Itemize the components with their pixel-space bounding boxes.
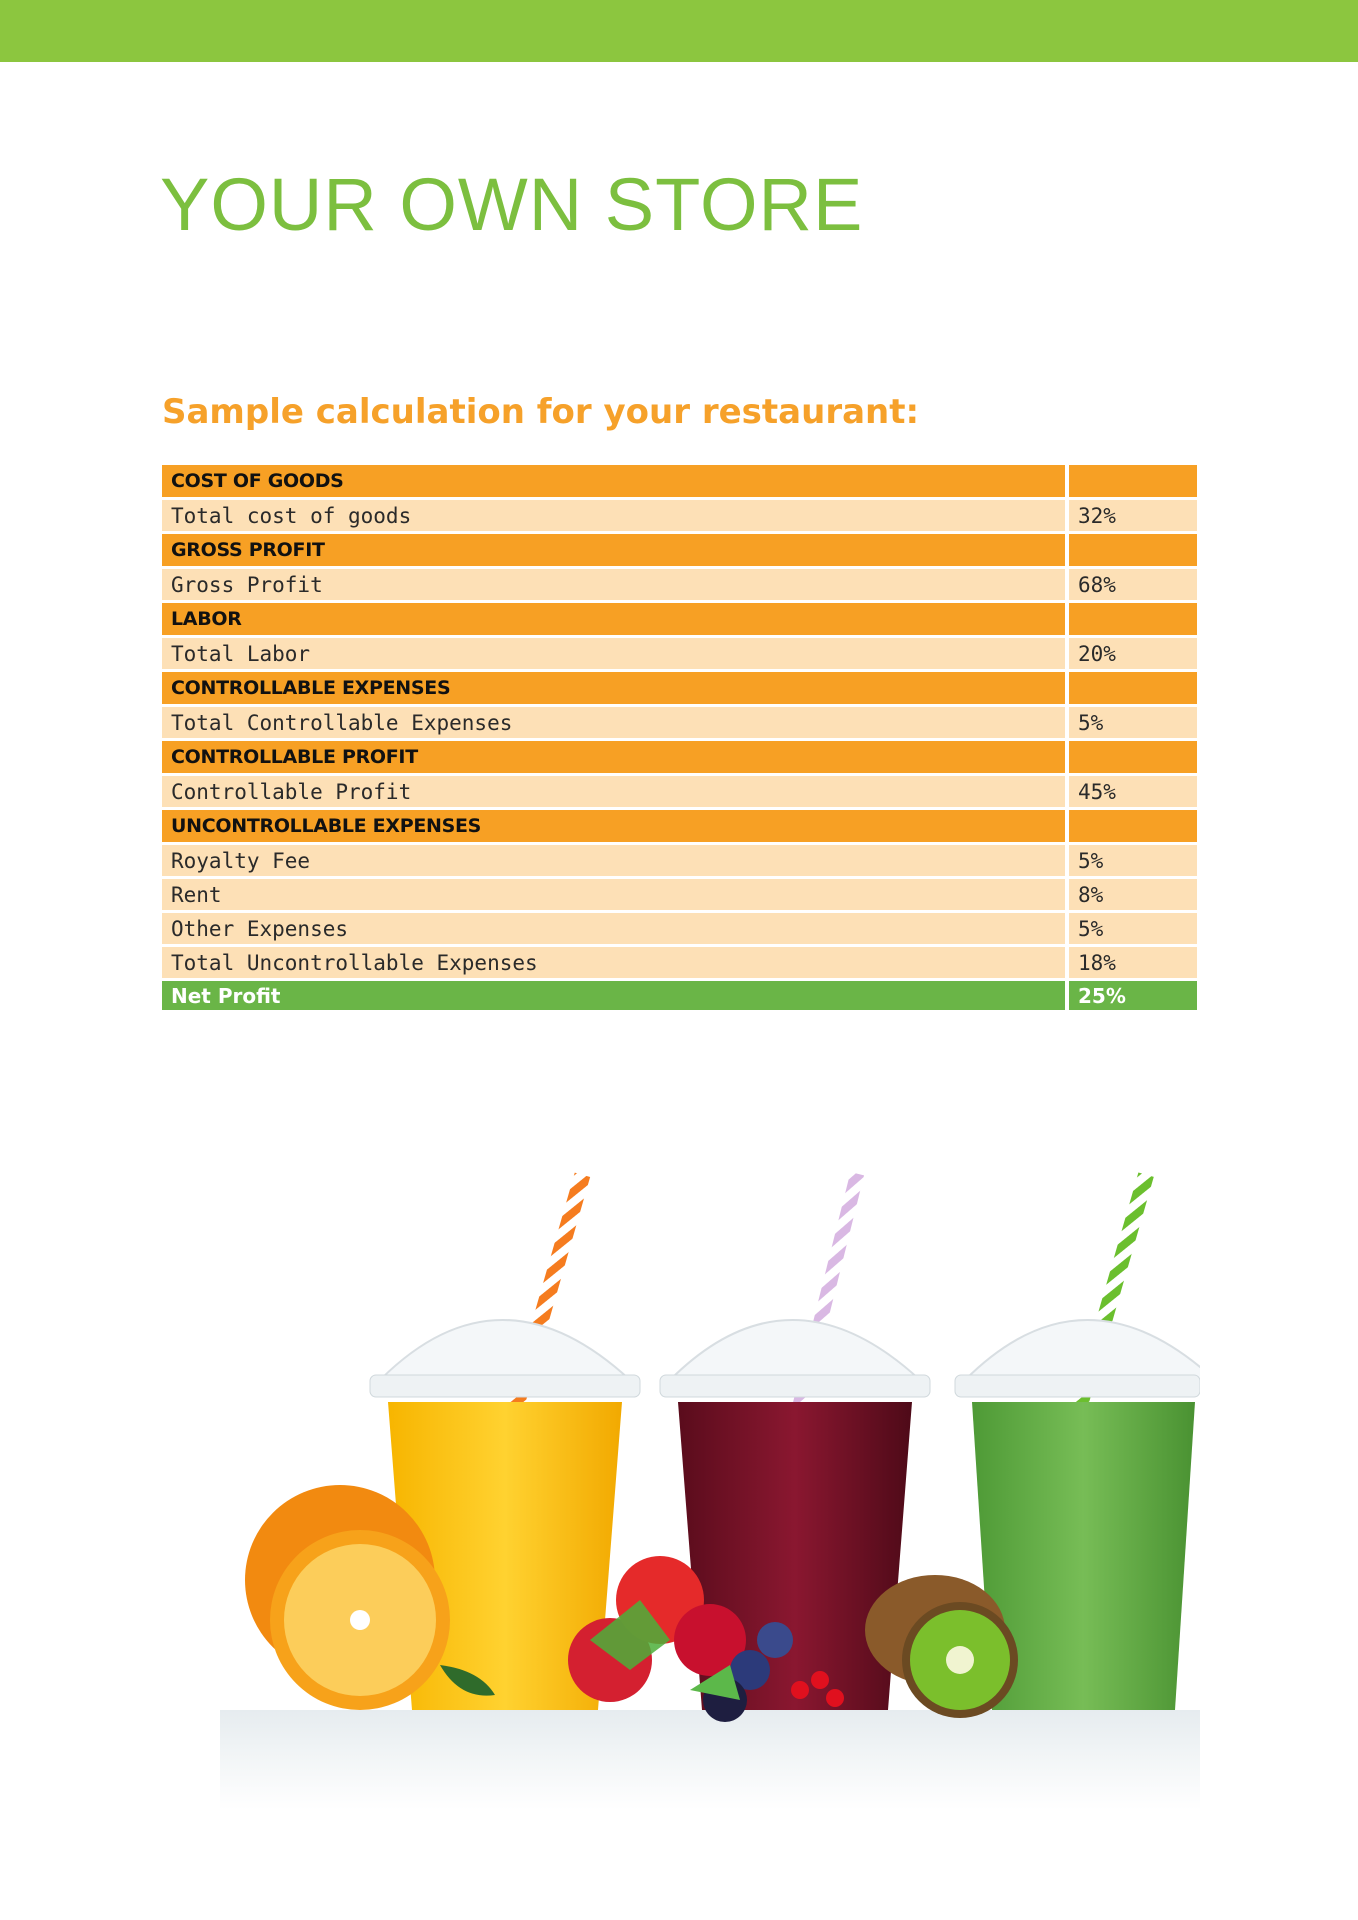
table-row — [162, 672, 1197, 704]
row-label: Total Uncontrollable Expenses — [162, 947, 1065, 978]
table-row — [162, 879, 1197, 910]
row-label: Rent — [162, 879, 1065, 910]
table-row — [162, 603, 1197, 635]
row-label: Royalty Fee — [162, 845, 1065, 876]
row-value: 20% — [1065, 638, 1197, 669]
table-row — [162, 845, 1197, 876]
table-row — [162, 500, 1197, 531]
smoothie-cups-with-fruit-icon — [220, 1170, 1200, 1810]
row-value: 45% — [1065, 776, 1197, 807]
row-label: UNCONTROLLABLE EXPENSES — [162, 810, 1065, 842]
row-value: 5% — [1065, 845, 1197, 876]
table-row — [162, 741, 1197, 773]
table-row — [162, 707, 1197, 738]
top-accent-bar — [0, 0, 1358, 62]
row-label: CONTROLLABLE PROFIT — [162, 741, 1065, 773]
row-value — [1065, 465, 1197, 497]
row-value — [1065, 810, 1197, 842]
table-row — [162, 569, 1197, 600]
table-row — [162, 913, 1197, 944]
row-value: 32% — [1065, 500, 1197, 531]
row-value: 68% — [1065, 569, 1197, 600]
row-label: GROSS PROFIT — [162, 534, 1065, 566]
row-value: 5% — [1065, 707, 1197, 738]
row-label: Controllable Profit — [162, 776, 1065, 807]
net-profit-row — [162, 981, 1197, 1010]
row-label: Total Controllable Expenses — [162, 707, 1065, 738]
table-row — [162, 534, 1197, 566]
table-row — [162, 947, 1197, 978]
row-label: Gross Profit — [162, 569, 1065, 600]
row-value: 18% — [1065, 947, 1197, 978]
row-value: 25% — [1065, 981, 1197, 1010]
table-row — [162, 810, 1197, 842]
page-title: YOUR OWN STORE — [160, 163, 864, 246]
row-value: 8% — [1065, 879, 1197, 910]
row-label: Other Expenses — [162, 913, 1065, 944]
table-row — [162, 465, 1197, 497]
table-row — [162, 776, 1197, 807]
row-label: COST OF GOODS — [162, 465, 1065, 497]
row-label: Total Labor — [162, 638, 1065, 669]
row-value — [1065, 603, 1197, 635]
row-label: LABOR — [162, 603, 1065, 635]
row-label: Total cost of goods — [162, 500, 1065, 531]
section-subtitle: Sample calculation for your restaurant: — [162, 392, 920, 432]
profit-calculation-table — [162, 462, 1197, 1013]
row-value — [1065, 534, 1197, 566]
row-value — [1065, 741, 1197, 773]
row-label: Net Profit — [162, 981, 1065, 1010]
row-value — [1065, 672, 1197, 704]
row-label: CONTROLLABLE EXPENSES — [162, 672, 1065, 704]
row-value: 5% — [1065, 913, 1197, 944]
table-row — [162, 638, 1197, 669]
